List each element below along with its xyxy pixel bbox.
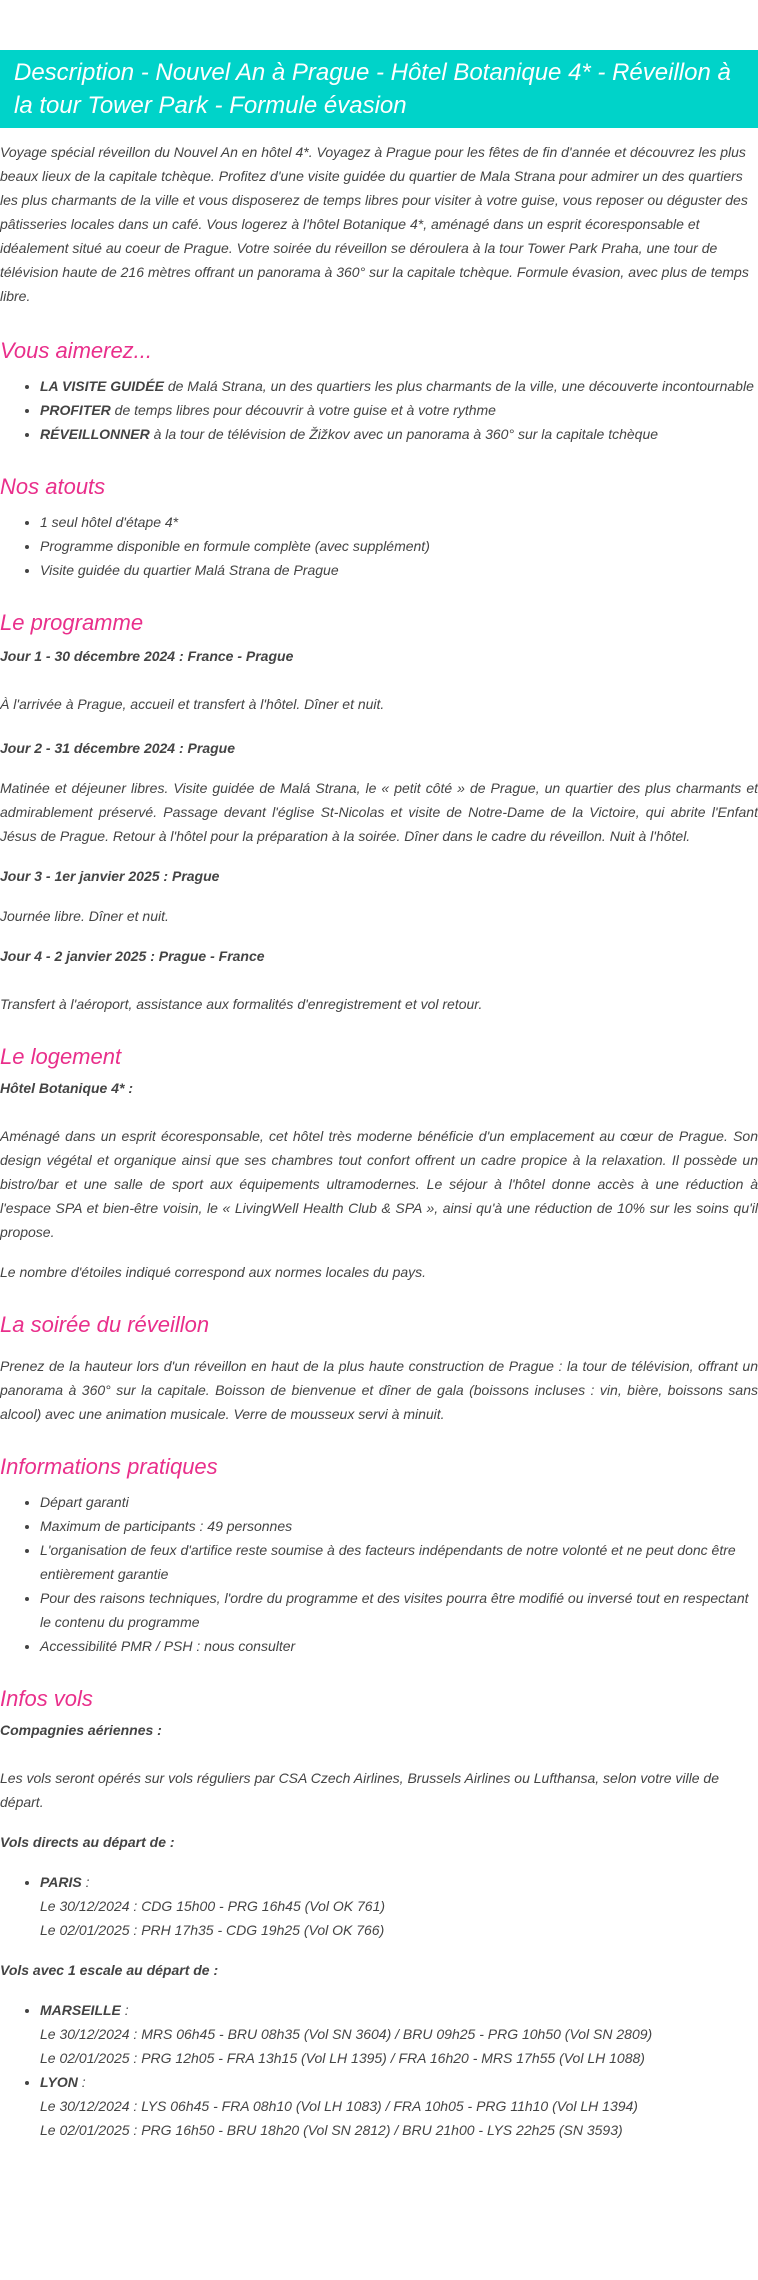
flight-city-item: • LYON : Le 30/12/2024 : LYS 06h45 - FRA 08h10 (Vol LH 1083) / FRA 10h05 - PRG 11h10 (Vol LH 1394) Le 02/01/2025 : PRG 16h50 - BRU 18h20 (Vol SN 2812) / BRU 21h00 - LYS 22h25 (SN 3593) [40, 2070, 758, 2142]
directs-title: Vols directs au départ de : [0, 1834, 175, 1850]
item-text: à la tour de télévision de Žižkov avec un panorama à 360° sur la capitale tchèque [149, 426, 659, 442]
list-item [40, 422, 758, 446]
list-item: • Maximum de participants : 49 personnes [40, 1514, 758, 1538]
section-heading-programme: Le programme [0, 610, 144, 635]
list-item: • L'organisation de feux d'artifice reste soumise à des facteurs indépendants de notre volonté et ne peut donc être entièrement garantie [40, 1538, 758, 1586]
city-name: LYON [40, 2074, 78, 2090]
escale-title: Vols avec 1 escale au départ de : [0, 1962, 219, 1978]
day-title: Jour 3 - 1er janvier 2025 : Prague [0, 868, 220, 884]
aimerez-list [0, 374, 758, 446]
page [0, 50, 758, 2142]
list-item: • Départ garanti [40, 1490, 758, 1514]
compagnies-title: Compagnies aériennes : [0, 1722, 162, 1738]
title-banner [0, 50, 758, 128]
list-item: • Programme disponible en formule complète (avec supplément) [40, 534, 758, 558]
hotel-name: Hôtel Botanique 4* : [0, 1080, 134, 1096]
section-heading-logement: Le logement [0, 1044, 122, 1069]
infos-list [0, 1490, 758, 1658]
list-item [40, 398, 758, 422]
day-text: À l'arrivée à Prague, accueil et transfert à l'hôtel. Dîner et nuit. [0, 696, 385, 712]
item-text: de Malá Strana, un des quartiers les plus charmants de la ville, une découverte incontournable [163, 378, 754, 394]
day-title: Jour 4 - 2 janvier 2025 : Prague - France [0, 948, 265, 964]
item-strong: RÉVEILLONNER [40, 426, 150, 442]
escale-list [0, 1998, 758, 2142]
compagnies-text: Les vols seront opérés sur vols réguliers par CSA Czech Airlines, Brussels Airlines ou Lufthansa, selon votre ville de départ. [0, 1770, 719, 1810]
section-heading-atouts: Nos atouts [0, 474, 106, 499]
flight-city-item: • PARIS : Le 30/12/2024 : CDG 15h00 - PRG 16h45 (Vol OK 761) Le 02/01/2025 : PRH 17h35 - CDG 19h25 (Vol OK 766) [40, 1870, 758, 1942]
list-item [40, 374, 758, 398]
item-text: de temps libres pour découvrir à votre guise et à votre rythme [110, 402, 496, 418]
day-text: Transfert à l'aéroport, assistance aux formalités d'enregistrement et vol retour. [0, 996, 483, 1012]
day-text: Matinée et déjeuner libres. Visite guidée de Malá Strana, le « petit côté » de Prague, un quartier des plus charmants et admirablement préservé. Passage devant l'église St-Nicolas et visite de Notre-Dame de la Victoire, qui abrite l'Enfant Jésus de Prague. Retour à l'hôtel pour la préparation à la soirée. Dîner dans le cadre du réveillon. Nuit à l'hôtel. [0, 780, 758, 844]
section-heading-infos: Informations pratiques [0, 1454, 218, 1479]
list-item: • 1 seul hôtel d'étape 4* [40, 510, 758, 534]
flight-line: Le 02/01/2025 : PRH 17h35 - CDG 19h25 (Vol OK 766) [40, 1922, 385, 1938]
hotel-description: Aménagé dans un esprit écoresponsable, cet hôtel très moderne bénéficie d'un emplacement au cœur de Prague. Son design végétal et organique ainsi que ses chambres tout confort offrent un cadre propice à la relaxation. Il possède un bistro/bar et une salle de sport aux équipements ultramodernes. Le séjour à l'hôtel donne accès à une réduction à l'espace SPA et bien-être voisin, le « LivingWell Health Club & SPA », ainsi qu'à une réduction de 10% sur les soins qu'il propose. [0, 1128, 758, 1240]
flight-line: Le 30/12/2024 : CDG 15h00 - PRG 16h45 (Vol OK 761) [40, 1898, 386, 1914]
city-name: PARIS [40, 1874, 82, 1890]
flight-line: Le 30/12/2024 : MRS 06h45 - BRU 08h35 (Vol SN 3604) / BRU 09h25 - PRG 10h50 (Vol SN 2809) [40, 2026, 653, 2042]
section-heading-soiree: La soirée du réveillon [0, 1312, 210, 1337]
flight-line: Le 02/01/2025 : PRG 12h05 - FRA 13h15 (Vol LH 1395) / FRA 16h20 - MRS 17h55 (Vol LH 1088) [40, 2050, 645, 2066]
list-item: • Visite guidée du quartier Malá Strana de Prague [40, 558, 758, 582]
city-name: MARSEILLE [40, 2002, 121, 2018]
day-title: Jour 2 - 31 décembre 2024 : Prague [0, 740, 235, 756]
flight-line: Le 30/12/2024 : LYS 06h45 - FRA 08h10 (Vol LH 1083) / FRA 10h05 - PRG 11h10 (Vol LH 1394) [40, 2098, 638, 2114]
flight-line: Le 02/01/2025 : PRG 16h50 - BRU 18h20 (Vol SN 2812) / BRU 21h00 - LYS 22h25 (SN 3593) [40, 2122, 623, 2138]
stars-note: Le nombre d'étoiles indiqué correspond aux normes locales du pays. [0, 1264, 427, 1280]
day-text: Journée libre. Dîner et nuit. [0, 908, 169, 924]
directs-list [0, 1870, 758, 1942]
main-content [0, 140, 758, 2142]
item-strong: LA VISITE GUIDÉE [40, 378, 164, 394]
page-title: Description - Nouvel An à Prague - Hôtel Botanique 4* - Réveillon à la tour Tower Park - Formule évasion [14, 59, 731, 119]
soiree-text: Prenez de la hauteur lors d'un réveillon en haut de la plus haute construction de Prague : la tour de télévision, offrant un panorama à 360° sur la capitale. Boisson de bienvenue et dîner de gala (boissons incluses : vin, bière, boissons sans alcool) avec une animation musicale. Verre de mousseux servi à minuit. [0, 1358, 758, 1422]
list-item: • Pour des raisons techniques, l'ordre du programme et des visites pourra être modifié ou inversé tout en respectant le contenu du programme [40, 1586, 758, 1634]
intro-paragraph: Voyage spécial réveillon du Nouvel An en hôtel 4*. Voyagez à Prague pour les fêtes de fin d'année et découvrez les plus beaux lieux de la capitale tchèque. Profitez d'une visite guidée du quartier de Mala Strana pour admirer un des quartiers les plus charmants de la ville et vous disposerez de temps libres pour visiter à votre guise, vous reposer ou déguster des pâtisseries locales dans un café. Vous logerez à l'hôtel Botanique 4*, aménagé dans un esprit écoresponsable et idéalement situé au coeur de Prague. Votre soirée du réveillon se déroulera à la tour Tower Park Praha, une tour de télévision haute de 216 mètres offrant un panorama à 360° sur la capitale tchèque. Formule évasion, avec plus de temps libre. [0, 144, 749, 304]
item-strong: PROFITER [40, 402, 111, 418]
flight-city-item: • MARSEILLE : Le 30/12/2024 : MRS 06h45 - BRU 08h35 (Vol SN 3604) / BRU 09h25 - PRG 10h50 (Vol SN 2809) Le 02/01/2025 : PRG 12h05 - FRA 13h15 (Vol LH 1395) / FRA 16h20 - MRS 17h55 (Vol LH 1088) [40, 1998, 758, 2070]
section-heading-aimerez: Vous aimerez... [0, 338, 153, 363]
list-item: • Accessibilité PMR / PSH : nous consulter [40, 1634, 758, 1658]
day-title: Jour 1 - 30 décembre 2024 : France - Prague [0, 648, 294, 664]
section-heading-vols: Infos vols [0, 1686, 93, 1711]
atouts-list [0, 510, 758, 582]
